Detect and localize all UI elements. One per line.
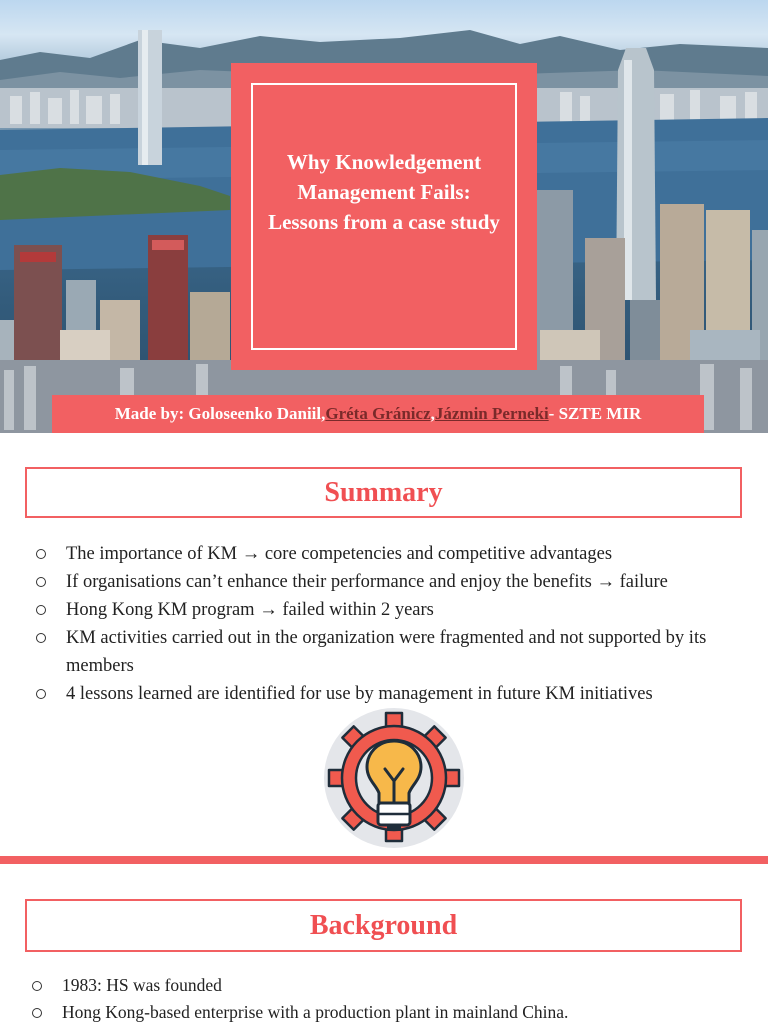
summary-list — [32, 540, 732, 708]
background-heading-box — [25, 899, 742, 952]
summary-heading-box — [25, 467, 742, 518]
list-item: The importance of KM → core competencies and competitive advantages — [32, 540, 732, 568]
list-item: If organisations can’t enhance their performance and enjoy the benefits → failure — [32, 568, 732, 596]
list-item: 1983: HS was founded — [28, 972, 748, 999]
background-list — [28, 972, 748, 1026]
author-link-greta[interactable]: Gréta Gránicz — [325, 404, 431, 423]
author-link-jazmin[interactable]: Jázmin Perneki — [434, 404, 549, 423]
bullet-circle-icon — [36, 577, 46, 587]
byline-prefix: Made by: Goloseenko Daniil, — [114, 404, 326, 423]
gear-lightbulb-icon — [323, 707, 465, 849]
title-card-frame — [251, 83, 517, 350]
list-item: KM activities carried out in the organization were fragmented and not supported by its members — [32, 624, 732, 680]
section-divider — [0, 856, 768, 864]
authors-byline — [52, 395, 704, 433]
bullet-circle-icon — [32, 981, 42, 991]
bullet-circle-icon — [36, 549, 46, 559]
bullet-circle-icon — [36, 689, 46, 699]
byline-separator: , — [430, 404, 435, 423]
list-item: 4 lessons learned are identified for use by management in future KM initiatives — [32, 680, 732, 708]
title-card — [231, 63, 537, 370]
bullet-circle-icon — [36, 605, 46, 615]
byline-suffix: - SZTE MIR — [548, 404, 642, 423]
list-item: Hong Kong-based enterprise with a production plant in mainland China. — [28, 999, 748, 1026]
background-heading: Background — [309, 909, 458, 941]
bullet-circle-icon — [32, 1008, 42, 1018]
bullet-circle-icon — [36, 633, 46, 643]
list-item: Hong Kong KM program → failed within 2 years — [32, 596, 732, 624]
presentation-title: Why Knowledgement Management Fails: Lessons from a case study — [268, 150, 500, 234]
summary-heading: Summary — [324, 476, 443, 508]
hero-banner — [0, 0, 768, 433]
